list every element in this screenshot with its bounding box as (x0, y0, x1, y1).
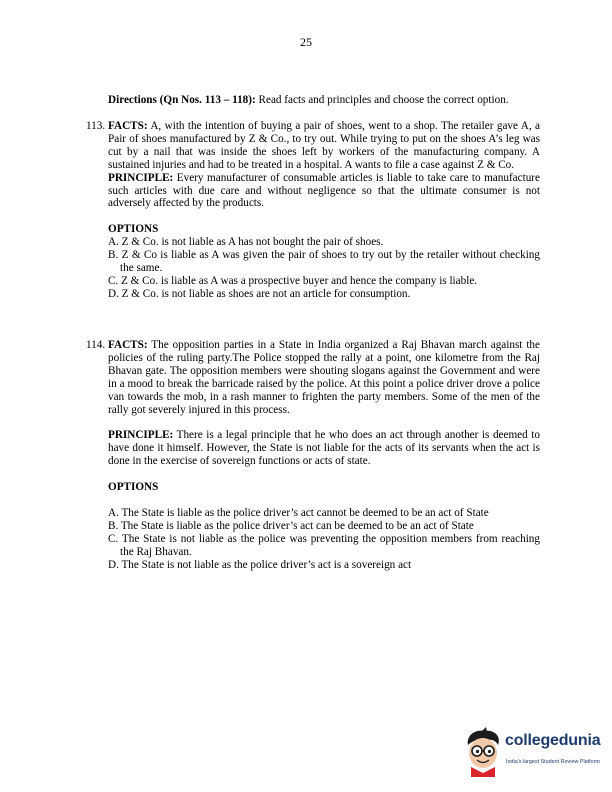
option-b: B. The State is liable as the police driver’s act can be deemed to be an act of State (108, 519, 474, 532)
option-d: D. The State is not liable as the police driver’s act is a sovereign act (108, 558, 412, 571)
principle-label: PRINCIPLE: (108, 429, 174, 442)
facts-paragraph (108, 339, 540, 416)
facts-label: FACTS: (108, 120, 148, 132)
principle-label: PRINCIPLE: (108, 171, 174, 184)
directions (108, 94, 540, 107)
option-a: A. Z & Co. is not liable as A has not bought the pair of shoes. (108, 236, 384, 249)
facts-text: The opposition parties in a State in India organized a Raj Bhavan march against the policies of the ruling party.The Police stopped the rally at a point, one kilometre from the Raj Bhavan gate. The opposition members were shouting slogans against the Government and were in a mood to break the barricade raised by the police. At this point a police driver drove a police van towards the mob, in a rash manner to frighten the party members. Some of the men of the rally got severely injured in this process. (108, 339, 540, 416)
directions-label: Directions (Qn Nos. 113 – 118): (108, 94, 256, 106)
option-c: C. The State is not liable as the police was preventing the opposition members from reaching the Raj Bhavan. (108, 532, 540, 558)
question-number: 114. (86, 339, 106, 351)
principle-paragraph (108, 172, 540, 211)
principle-text: There is a legal principle that he who does an act through another is deemed to have done it himself. However, the State is not liable for the acts of its servants when the act is done in the exercise of sovereign functions or acts of state. (108, 429, 540, 468)
principle-text: Every manufacturer of consumable articles is liable to take care to manufacture such articles with due care and without negligence so that the ultimate consumer is not adversely affected by the products. (108, 171, 540, 210)
option-a: A. The State is liable as the police driver’s act cannot be deemed to be an act of State (108, 507, 489, 520)
facts-paragraph (108, 120, 540, 172)
options-title: OPTIONS (108, 223, 159, 236)
facts-label: FACTS: (108, 339, 148, 351)
question-number: 113. (86, 120, 106, 132)
option-d: D. Z & Co. is not liable as shoes are not an article for consumption. (108, 287, 411, 300)
facts-text: A, with the intention of buying a pair of shoes, went to a shop. The retailer gave A, a Pair of shoes manufactured by Z & Co., to try out. While trying to put on the shoes A’s leg was cut by a nail that was inside the shoes left by workers of the manufacturing company. A sustained injuries and had to be treated in a hospital. A wants to file a case against Z & Co. (108, 120, 540, 171)
options-title: OPTIONS (108, 481, 159, 494)
option-c: C. Z & Co. is liable as A was a prospective buyer and hence the company is liable. (108, 274, 478, 287)
principle-paragraph (108, 429, 540, 468)
logo-wordmark: collegedunia (505, 732, 601, 749)
question-113 (86, 120, 540, 301)
page-number: 25 (300, 35, 312, 49)
collegedunia-logo (462, 727, 601, 777)
directions-text: Read facts and principles and choose the correct option. (255, 94, 509, 106)
option-b: B. Z & Co is liable as A was given the pair of shoes to try out by the retailer without checking the same. (108, 249, 540, 275)
logo-tagline: India's largest Student Review Platform (506, 759, 600, 765)
mascot-icon (462, 727, 506, 777)
question-114 (86, 339, 540, 572)
